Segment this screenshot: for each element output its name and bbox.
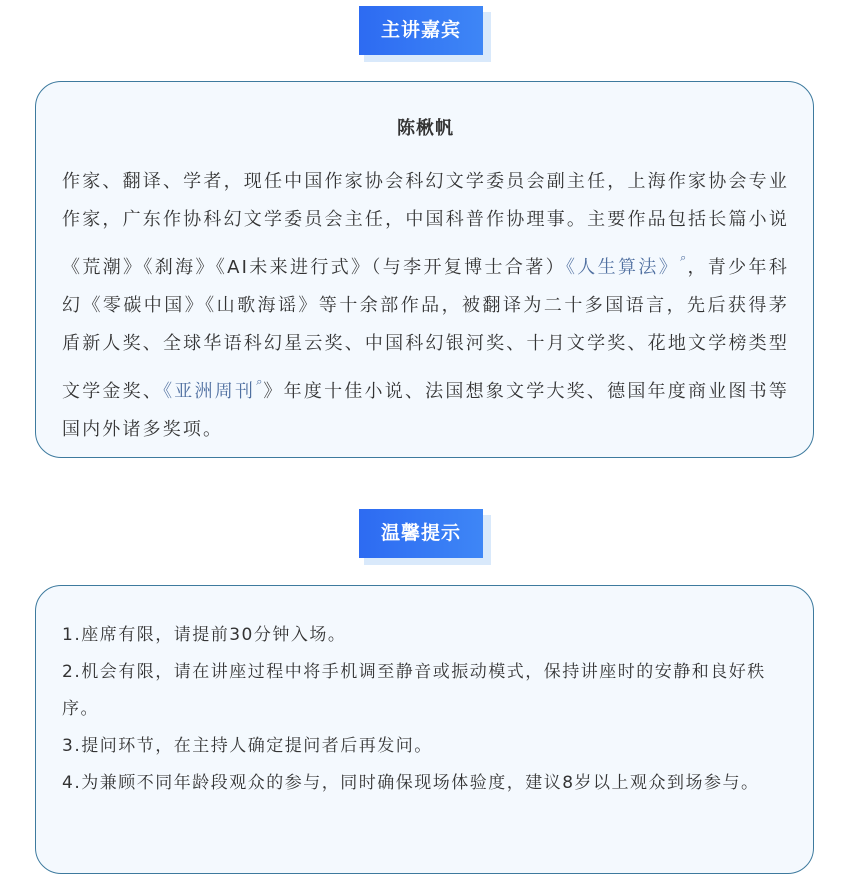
speaker-section-tag bbox=[359, 6, 488, 56]
speaker-card bbox=[35, 81, 814, 458]
tip-item: 4.为兼顾不同年龄段观众的参与，同时确保现场体验度，建议8岁以上观众到场参与。 bbox=[62, 773, 760, 793]
bio-text-2: ，青少年科幻《零碳中国》《山歌海谣》等十余部作品，被翻译为二十多国语言，先后获得茅盾新人奖、全球华语科幻星云奖、中国科幻银河奖、十月文学奖、花地文学榜类型文学金奖、 bbox=[62, 257, 790, 402]
speaker-bio bbox=[62, 163, 789, 449]
search-icon[interactable]: ⌕ bbox=[680, 251, 687, 264]
search-icon[interactable]: ⌕ bbox=[256, 375, 263, 388]
tips-section-tag bbox=[359, 509, 488, 559]
book-link-life-algorithm[interactable]: 《人生算法》 bbox=[565, 257, 680, 278]
bio-text-3: 》年度十佳小说、法国想象文学大奖、德国年度商业图书等国内外诸多奖项。 bbox=[62, 381, 790, 440]
bio-text-1: 作家、翻译、学者，现任中国作家协会科幻文学委员会副主任，上海作家协会专业作家，广东作协科幻文学委员会主任，中国科普作协理事。主要作品包括长篇小说《荒潮》《刹海》《AI未来进行式》（与李开复博士合著） bbox=[62, 171, 789, 278]
speaker-name: 陈楸帆 bbox=[397, 118, 454, 139]
tip-item: 1.座席有限，请提前30分钟入场。 bbox=[62, 625, 347, 645]
speaker-section-title: 主讲嘉宾 bbox=[359, 6, 483, 55]
tip-item: 3.提问环节，在主持人确定提问者后再发问。 bbox=[62, 736, 433, 756]
tips-section-title: 温馨提示 bbox=[359, 509, 483, 558]
magazine-link-asia-weekly[interactable]: 《亚洲周刊 bbox=[163, 381, 256, 402]
tips-card bbox=[35, 585, 814, 874]
tip-item: 2.机会有限，请在讲座过程中将手机调至静音或振动模式，保持讲座时的安静和良好秩序。 bbox=[62, 662, 766, 719]
